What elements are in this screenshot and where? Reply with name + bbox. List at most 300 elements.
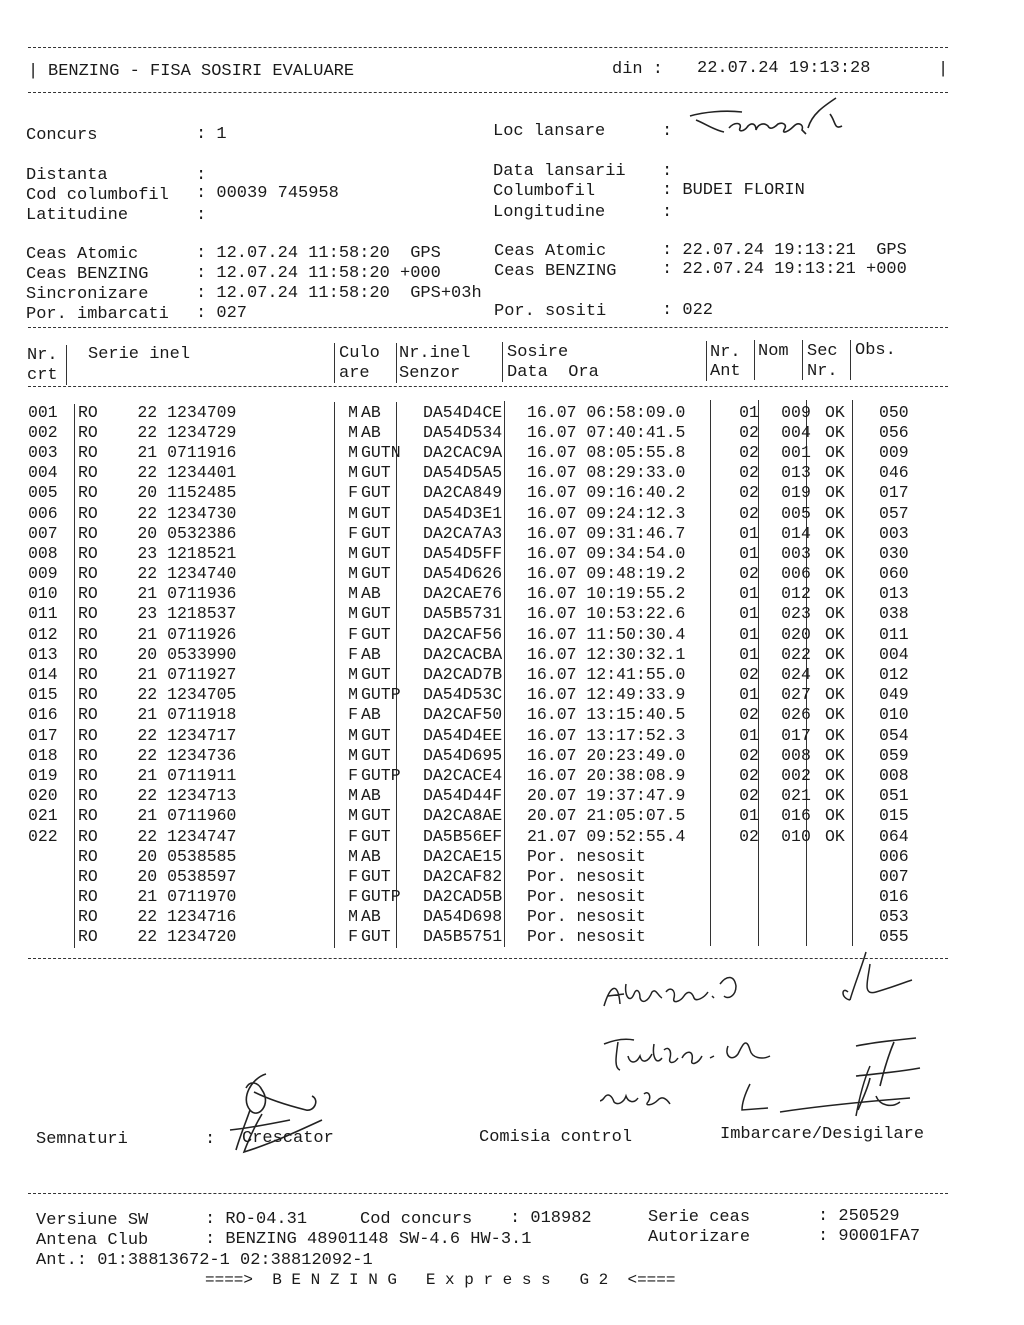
arrivals-table bbox=[24, 402, 939, 947]
table-header-rule bbox=[28, 386, 948, 387]
row-sex: M bbox=[348, 442, 358, 462]
row-senzor: DA2CA849 bbox=[423, 483, 503, 503]
row-nr: 006 bbox=[28, 503, 58, 523]
date-value: 22.07.24 19:13:28 bbox=[697, 59, 871, 78]
row-nr bbox=[24, 846, 78, 866]
col-header-nr: Nr. bbox=[27, 346, 58, 365]
row-senzor: DA2CAD5B bbox=[423, 887, 503, 907]
row-sosire: 16.07 20:38:08.9 bbox=[527, 765, 686, 785]
row-nom bbox=[771, 887, 821, 907]
row-nr: 022 bbox=[28, 826, 58, 846]
row-sosire: 16.07 09:48:19.2 bbox=[527, 564, 686, 584]
table-row bbox=[24, 644, 939, 664]
row-sec bbox=[821, 927, 871, 947]
row-nr bbox=[24, 907, 78, 927]
row-nr: 011 bbox=[28, 604, 58, 624]
row-nom: 013 bbox=[781, 463, 811, 483]
row-obs: 006 bbox=[879, 846, 909, 866]
row-sec: OK bbox=[825, 705, 845, 725]
row-nom: 012 bbox=[781, 584, 811, 604]
row-serie-inel: RO 21 0711911 bbox=[78, 765, 237, 785]
row-obs: 017 bbox=[879, 483, 909, 503]
row-sosire: Por. nesosit bbox=[527, 887, 646, 907]
row-obs: 046 bbox=[879, 463, 909, 483]
columbofil-label: Columbofil bbox=[493, 182, 596, 201]
row-sec: OK bbox=[825, 624, 845, 644]
row-sex: M bbox=[348, 584, 358, 604]
row-nom bbox=[771, 907, 821, 927]
por-imbarcati-value: : 027 bbox=[196, 304, 248, 323]
row-sec: OK bbox=[825, 826, 845, 846]
row-nr: 009 bbox=[28, 564, 58, 584]
col-header-ant: Ant bbox=[710, 362, 741, 381]
row-serie-inel: RO 22 1234717 bbox=[78, 725, 237, 745]
row-senzor: DA2CAF82 bbox=[423, 866, 503, 886]
table-row bbox=[24, 483, 939, 503]
row-obs: 050 bbox=[879, 402, 909, 422]
benzing-banner: ====> B E N Z I N G E x p r e s s G 2 <==== bbox=[205, 1271, 676, 1289]
row-sex: M bbox=[348, 564, 358, 584]
cod-columbofil-label: Cod columbofil bbox=[26, 186, 169, 205]
row-nom: 026 bbox=[781, 705, 811, 725]
ceas-atomic-end-value: : 22.07.24 19:13:21 GPS bbox=[662, 241, 907, 260]
row-sec: OK bbox=[825, 442, 845, 462]
row-senzor: DA2CACBA bbox=[423, 644, 503, 664]
row-nr: 007 bbox=[28, 523, 58, 543]
row-nom bbox=[771, 927, 821, 947]
row-sex: M bbox=[348, 665, 358, 685]
sincronizare-label: Sincronizare bbox=[26, 285, 149, 304]
longitudine-value: : bbox=[662, 203, 673, 222]
row-serie-inel: RO 22 1234713 bbox=[78, 786, 237, 806]
row-sec: OK bbox=[825, 402, 845, 422]
row-obs: 013 bbox=[879, 584, 909, 604]
row-sex: M bbox=[348, 786, 358, 806]
row-culoare: GUT bbox=[361, 463, 391, 483]
antena-club-label: Antena Club bbox=[36, 1231, 149, 1250]
table-row bbox=[24, 887, 939, 907]
row-sosire: 16.07 07:40:41.5 bbox=[527, 422, 686, 442]
col-sep-8-header bbox=[850, 340, 851, 380]
concurs-value: : 1 bbox=[196, 125, 227, 144]
table-row bbox=[24, 705, 939, 725]
row-serie-inel: RO 20 0538597 bbox=[78, 866, 237, 886]
row-obs: 064 bbox=[879, 826, 909, 846]
table-row bbox=[24, 564, 939, 584]
autorizare-label: Autorizare bbox=[648, 1228, 751, 1247]
row-senzor: DA54D626 bbox=[423, 564, 503, 584]
row-ant bbox=[727, 866, 771, 886]
row-serie-inel: RO 21 0711927 bbox=[78, 665, 237, 685]
table-row bbox=[24, 806, 939, 826]
row-nom: 019 bbox=[781, 483, 811, 503]
row-obs: 015 bbox=[879, 806, 909, 826]
row-sosire: 16.07 09:24:12.3 bbox=[527, 503, 686, 523]
row-sec: OK bbox=[825, 765, 845, 785]
row-nr: 016 bbox=[28, 705, 58, 725]
row-culoare: AB bbox=[361, 846, 381, 866]
row-obs: 059 bbox=[879, 745, 909, 765]
row-culoare: GUT bbox=[361, 927, 391, 947]
row-nr: 017 bbox=[28, 725, 58, 745]
ceas-benzing-start-label: Ceas BENZING bbox=[26, 265, 149, 284]
row-sex: M bbox=[348, 685, 358, 705]
row-sec: OK bbox=[825, 745, 845, 765]
row-sec: OK bbox=[825, 483, 845, 503]
row-ant: 01 bbox=[739, 604, 759, 624]
row-ant: 02 bbox=[739, 503, 759, 523]
row-senzor: DA2CA7A3 bbox=[423, 523, 503, 543]
table-row bbox=[24, 907, 939, 927]
row-sosire: 20.07 21:05:07.5 bbox=[527, 806, 686, 826]
row-culoare: GUT bbox=[361, 866, 391, 886]
row-serie-inel: RO 21 0711916 bbox=[78, 442, 237, 462]
col-sep-5-header bbox=[706, 341, 707, 381]
row-sex: F bbox=[348, 866, 358, 886]
row-sec: OK bbox=[825, 523, 845, 543]
row-senzor: DA54D53C bbox=[423, 685, 503, 705]
row-senzor: DA54D534 bbox=[423, 422, 503, 442]
row-serie-inel: RO 23 1218521 bbox=[78, 543, 237, 563]
row-sex: M bbox=[348, 745, 358, 765]
columbofil-value: : BUDEI FLORIN bbox=[662, 181, 805, 200]
row-nom: 001 bbox=[781, 442, 811, 462]
row-nom: 008 bbox=[781, 745, 811, 765]
row-sex: F bbox=[348, 887, 358, 907]
row-sosire: 16.07 20:23:49.0 bbox=[527, 745, 686, 765]
row-sosire: 16.07 09:16:40.2 bbox=[527, 483, 686, 503]
row-senzor: DA54D5FF bbox=[423, 543, 503, 563]
row-ant: 01 bbox=[739, 523, 759, 543]
row-senzor: DA54D4EE bbox=[423, 725, 503, 745]
por-sositi-label: Por. sositi bbox=[494, 302, 607, 321]
table-row bbox=[24, 685, 939, 705]
col-header-crt: crt bbox=[27, 366, 58, 385]
row-sex: M bbox=[348, 463, 358, 483]
row-sex: F bbox=[348, 644, 358, 664]
row-obs: 060 bbox=[879, 564, 909, 584]
row-nr: 012 bbox=[28, 624, 58, 644]
table-row bbox=[24, 664, 939, 684]
row-senzor: DA54D698 bbox=[423, 907, 503, 927]
latitudine-value: : bbox=[196, 206, 207, 225]
row-culoare: GUTP bbox=[361, 685, 401, 705]
table-row bbox=[24, 402, 939, 422]
row-nom bbox=[771, 866, 821, 886]
row-nr: 002 bbox=[28, 422, 58, 442]
row-serie-inel: RO 22 1234747 bbox=[78, 826, 237, 846]
crescator-label: Crescator bbox=[242, 1129, 334, 1148]
table-row bbox=[24, 846, 939, 866]
row-nom: 016 bbox=[781, 806, 811, 826]
row-sex: F bbox=[348, 483, 358, 503]
row-ant: 01 bbox=[739, 725, 759, 745]
col-header-nrinel: Nr.inel bbox=[399, 344, 471, 363]
row-senzor: DA2CAF56 bbox=[423, 624, 503, 644]
document-title: BENZING - FISA SOSIRI EVALUARE bbox=[48, 62, 355, 81]
row-culoare: GUT bbox=[361, 564, 391, 584]
row-nr: 001 bbox=[28, 402, 58, 422]
row-culoare: GUT bbox=[361, 624, 391, 644]
row-nom: 021 bbox=[781, 786, 811, 806]
row-sec: OK bbox=[825, 644, 845, 664]
row-sex: M bbox=[348, 604, 358, 624]
row-serie-inel: RO 23 1218537 bbox=[78, 604, 237, 624]
row-culoare: GUTN bbox=[361, 442, 401, 462]
row-senzor: DA2CAC9A bbox=[423, 442, 503, 462]
col-header-are: are bbox=[339, 364, 370, 383]
row-sex: M bbox=[348, 422, 358, 442]
table-row bbox=[24, 422, 939, 442]
row-nr: 020 bbox=[28, 786, 58, 806]
row-senzor: DA5B5731 bbox=[423, 604, 503, 624]
row-sosire: 16.07 08:29:33.0 bbox=[527, 463, 686, 483]
row-obs: 038 bbox=[879, 604, 909, 624]
row-nom: 023 bbox=[781, 604, 811, 624]
row-sex: M bbox=[348, 402, 358, 422]
row-culoare: AB bbox=[361, 786, 381, 806]
row-sec: OK bbox=[825, 463, 845, 483]
row-obs: 057 bbox=[879, 503, 909, 523]
row-sec: OK bbox=[825, 665, 845, 685]
row-sec: OK bbox=[825, 685, 845, 705]
row-nom: 014 bbox=[781, 523, 811, 543]
row-sex: M bbox=[348, 543, 358, 563]
row-ant: 02 bbox=[739, 826, 759, 846]
row-obs: 010 bbox=[879, 705, 909, 725]
row-senzor: DA2CAE15 bbox=[423, 846, 503, 866]
row-obs: 007 bbox=[879, 866, 909, 886]
table-row bbox=[24, 584, 939, 604]
row-serie-inel: RO 20 0533990 bbox=[78, 644, 237, 664]
row-sec: OK bbox=[825, 564, 845, 584]
row-serie-inel: RO 21 0711960 bbox=[78, 806, 237, 826]
row-culoare: GUT bbox=[361, 503, 391, 523]
row-sec: OK bbox=[825, 543, 845, 563]
row-sec: OK bbox=[825, 422, 845, 442]
row-culoare: GUT bbox=[361, 745, 391, 765]
ceas-atomic-end-label: Ceas Atomic bbox=[494, 242, 607, 261]
row-sosire: 16.07 13:15:40.5 bbox=[527, 705, 686, 725]
row-ant: 02 bbox=[739, 564, 759, 584]
table-row bbox=[24, 604, 939, 624]
ceas-benzing-end-value: : 22.07.24 19:13:21 +000 bbox=[662, 260, 907, 279]
row-sec: OK bbox=[825, 503, 845, 523]
row-senzor: DA2CAD7B bbox=[423, 665, 503, 685]
col-header-sec-nr: Nr. bbox=[807, 362, 838, 381]
col-header-senzor: Senzor bbox=[399, 364, 461, 383]
row-sec bbox=[821, 846, 871, 866]
cod-concurs-label: Cod concurs bbox=[360, 1210, 473, 1229]
table-row bbox=[24, 786, 939, 806]
row-serie-inel: RO 22 1234705 bbox=[78, 685, 237, 705]
row-sex: F bbox=[348, 927, 358, 947]
row-sec: OK bbox=[825, 806, 845, 826]
row-nr: 010 bbox=[28, 584, 58, 604]
table-row bbox=[24, 927, 939, 947]
row-sosire: 16.07 06:58:09.0 bbox=[527, 402, 686, 422]
cod-columbofil-value: : 00039 745958 bbox=[196, 184, 339, 203]
row-culoare: GUTP bbox=[361, 887, 401, 907]
row-serie-inel: RO 20 0538585 bbox=[78, 846, 237, 866]
row-serie-inel: RO 21 0711936 bbox=[78, 584, 237, 604]
concurs-label: Concurs bbox=[26, 126, 98, 145]
row-obs: 009 bbox=[879, 442, 909, 462]
row-senzor: DA2CAE76 bbox=[423, 584, 503, 604]
col-sep-7-header bbox=[802, 340, 803, 380]
row-ant: 02 bbox=[739, 705, 759, 725]
row-sosire: 16.07 12:30:32.1 bbox=[527, 644, 686, 664]
header-bottom-rule bbox=[28, 92, 948, 93]
row-nom: 027 bbox=[781, 685, 811, 705]
semnaturi-label: Semnaturi bbox=[36, 1130, 128, 1149]
row-ant: 02 bbox=[739, 786, 759, 806]
imbarcare-desigilare-label: Imbarcare/Desigilare bbox=[720, 1125, 925, 1144]
por-imbarcati-label: Por. imbarcati bbox=[26, 305, 169, 324]
row-ant bbox=[727, 907, 771, 927]
row-ant: 02 bbox=[739, 483, 759, 503]
row-sec: OK bbox=[825, 725, 845, 745]
col-header-obs: Obs. bbox=[855, 341, 896, 360]
loc-lansare-value: : bbox=[662, 122, 673, 141]
row-nr: 015 bbox=[28, 685, 58, 705]
col-header-nr-ant: Nr. bbox=[710, 343, 741, 362]
arrivals-table-body bbox=[24, 402, 939, 947]
row-sec: OK bbox=[825, 584, 845, 604]
row-nr: 019 bbox=[28, 765, 58, 785]
serie-ceas-label: Serie ceas bbox=[648, 1208, 751, 1227]
row-sex: F bbox=[348, 826, 358, 846]
serie-ceas-value: : 250529 bbox=[818, 1207, 900, 1226]
row-obs: 054 bbox=[879, 725, 909, 745]
row-culoare: AB bbox=[361, 705, 381, 725]
row-nr: 004 bbox=[28, 463, 58, 483]
row-nom: 010 bbox=[781, 826, 811, 846]
row-nr bbox=[24, 866, 78, 886]
row-nom: 002 bbox=[781, 765, 811, 785]
loc-lansare-label: Loc lansare bbox=[493, 122, 606, 141]
versiune-sw-value: : RO-04.31 bbox=[205, 1210, 308, 1229]
row-nom: 020 bbox=[781, 624, 811, 644]
row-culoare: GUT bbox=[361, 725, 391, 745]
table-row bbox=[24, 503, 939, 523]
table-row bbox=[24, 523, 939, 543]
row-nr: 014 bbox=[28, 665, 58, 685]
date-label: din : bbox=[612, 60, 664, 79]
row-sosire: 16.07 10:53:22.6 bbox=[527, 604, 686, 624]
row-sosire: 16.07 10:19:55.2 bbox=[527, 584, 686, 604]
antena-club-value: : BENZING 48901148 SW-4.6 HW-3.1 bbox=[205, 1230, 532, 1249]
row-ant: 01 bbox=[739, 806, 759, 826]
col-header-nom: Nom bbox=[758, 342, 789, 361]
row-sex: F bbox=[348, 705, 358, 725]
row-serie-inel: RO 22 1234709 bbox=[78, 402, 237, 422]
row-sex: M bbox=[348, 806, 358, 826]
row-obs: 056 bbox=[879, 422, 909, 442]
row-serie-inel: RO 22 1234730 bbox=[78, 503, 237, 523]
row-culoare: AB bbox=[361, 584, 381, 604]
row-obs: 016 bbox=[879, 887, 909, 907]
row-culoare: GUT bbox=[361, 523, 391, 543]
row-obs: 004 bbox=[879, 644, 909, 664]
row-sosire: 16.07 12:49:33.9 bbox=[527, 685, 686, 705]
col-header-sec: Sec bbox=[807, 342, 838, 361]
row-culoare: GUT bbox=[361, 806, 391, 826]
antenna-serials: Ant.: 01:38813672-1 02:38812092-1 bbox=[36, 1251, 373, 1270]
col-sep-1-header bbox=[66, 345, 67, 385]
row-senzor: DA54D3E1 bbox=[423, 503, 503, 523]
row-serie-inel: RO 20 1152485 bbox=[78, 483, 237, 503]
row-sex: M bbox=[348, 725, 358, 745]
row-senzor: DA2CA8AE bbox=[423, 806, 503, 826]
row-nr: 003 bbox=[28, 442, 58, 462]
por-sositi-value: : 022 bbox=[662, 301, 714, 320]
row-sec bbox=[821, 866, 871, 886]
col-sep-2-header bbox=[334, 343, 335, 383]
row-sosire: 16.07 09:31:46.7 bbox=[527, 523, 686, 543]
data-lansarii-label: Data lansarii bbox=[493, 162, 626, 181]
commission-signatures bbox=[600, 946, 930, 1126]
row-ant: 01 bbox=[739, 624, 759, 644]
header-left-bar: | bbox=[28, 62, 39, 81]
comisia-control-label: Comisia control bbox=[479, 1128, 633, 1147]
row-culoare: GUT bbox=[361, 665, 391, 685]
table-row bbox=[24, 624, 939, 644]
row-sec bbox=[821, 887, 871, 907]
latitudine-label: Latitudine bbox=[26, 206, 129, 225]
row-sec: OK bbox=[825, 604, 845, 624]
col-sep-3-header bbox=[396, 343, 397, 383]
row-nom: 005 bbox=[781, 503, 811, 523]
col-header-serie: Serie inel bbox=[88, 345, 191, 364]
row-ant: 01 bbox=[739, 685, 759, 705]
row-obs: 055 bbox=[879, 927, 909, 947]
table-row bbox=[24, 765, 939, 785]
row-culoare: GUT bbox=[361, 604, 391, 624]
row-senzor: DA2CAF50 bbox=[423, 705, 503, 725]
row-sex: M bbox=[348, 503, 358, 523]
row-sosire: Por. nesosit bbox=[527, 907, 646, 927]
table-row bbox=[24, 463, 939, 483]
row-senzor: DA5B5751 bbox=[423, 927, 503, 947]
row-obs: 008 bbox=[879, 765, 909, 785]
data-lansarii-value: : bbox=[662, 162, 673, 181]
row-ant: 02 bbox=[739, 442, 759, 462]
header-top-rule bbox=[28, 47, 948, 48]
row-sex: F bbox=[348, 765, 358, 785]
row-senzor: DA54D695 bbox=[423, 745, 503, 765]
col-header-sosire: Sosire bbox=[507, 343, 569, 362]
row-sosire: Por. nesosit bbox=[527, 866, 646, 886]
col-sep-6-header bbox=[754, 340, 755, 380]
row-sosire: 16.07 11:50:30.4 bbox=[527, 624, 686, 644]
row-nom: 009 bbox=[781, 402, 811, 422]
col-sep-4-header bbox=[502, 342, 503, 382]
table-row bbox=[24, 866, 939, 886]
row-nr: 018 bbox=[28, 745, 58, 765]
row-senzor: DA2CACE4 bbox=[423, 765, 503, 785]
sincronizare-value: : 12.07.24 11:58:20 GPS+03h bbox=[196, 284, 482, 303]
row-culoare: GUTP bbox=[361, 765, 401, 785]
col-header-data-ora: Data Ora bbox=[507, 363, 599, 382]
row-sosire: 21.07 09:52:55.4 bbox=[527, 826, 686, 846]
longitudine-label: Longitudine bbox=[493, 203, 606, 222]
loc-lansare-handwriting bbox=[684, 94, 854, 144]
row-serie-inel: RO 20 0532386 bbox=[78, 523, 237, 543]
row-nr: 013 bbox=[28, 644, 58, 664]
row-serie-inel: RO 21 0711970 bbox=[78, 887, 237, 907]
row-nr: 005 bbox=[28, 483, 58, 503]
